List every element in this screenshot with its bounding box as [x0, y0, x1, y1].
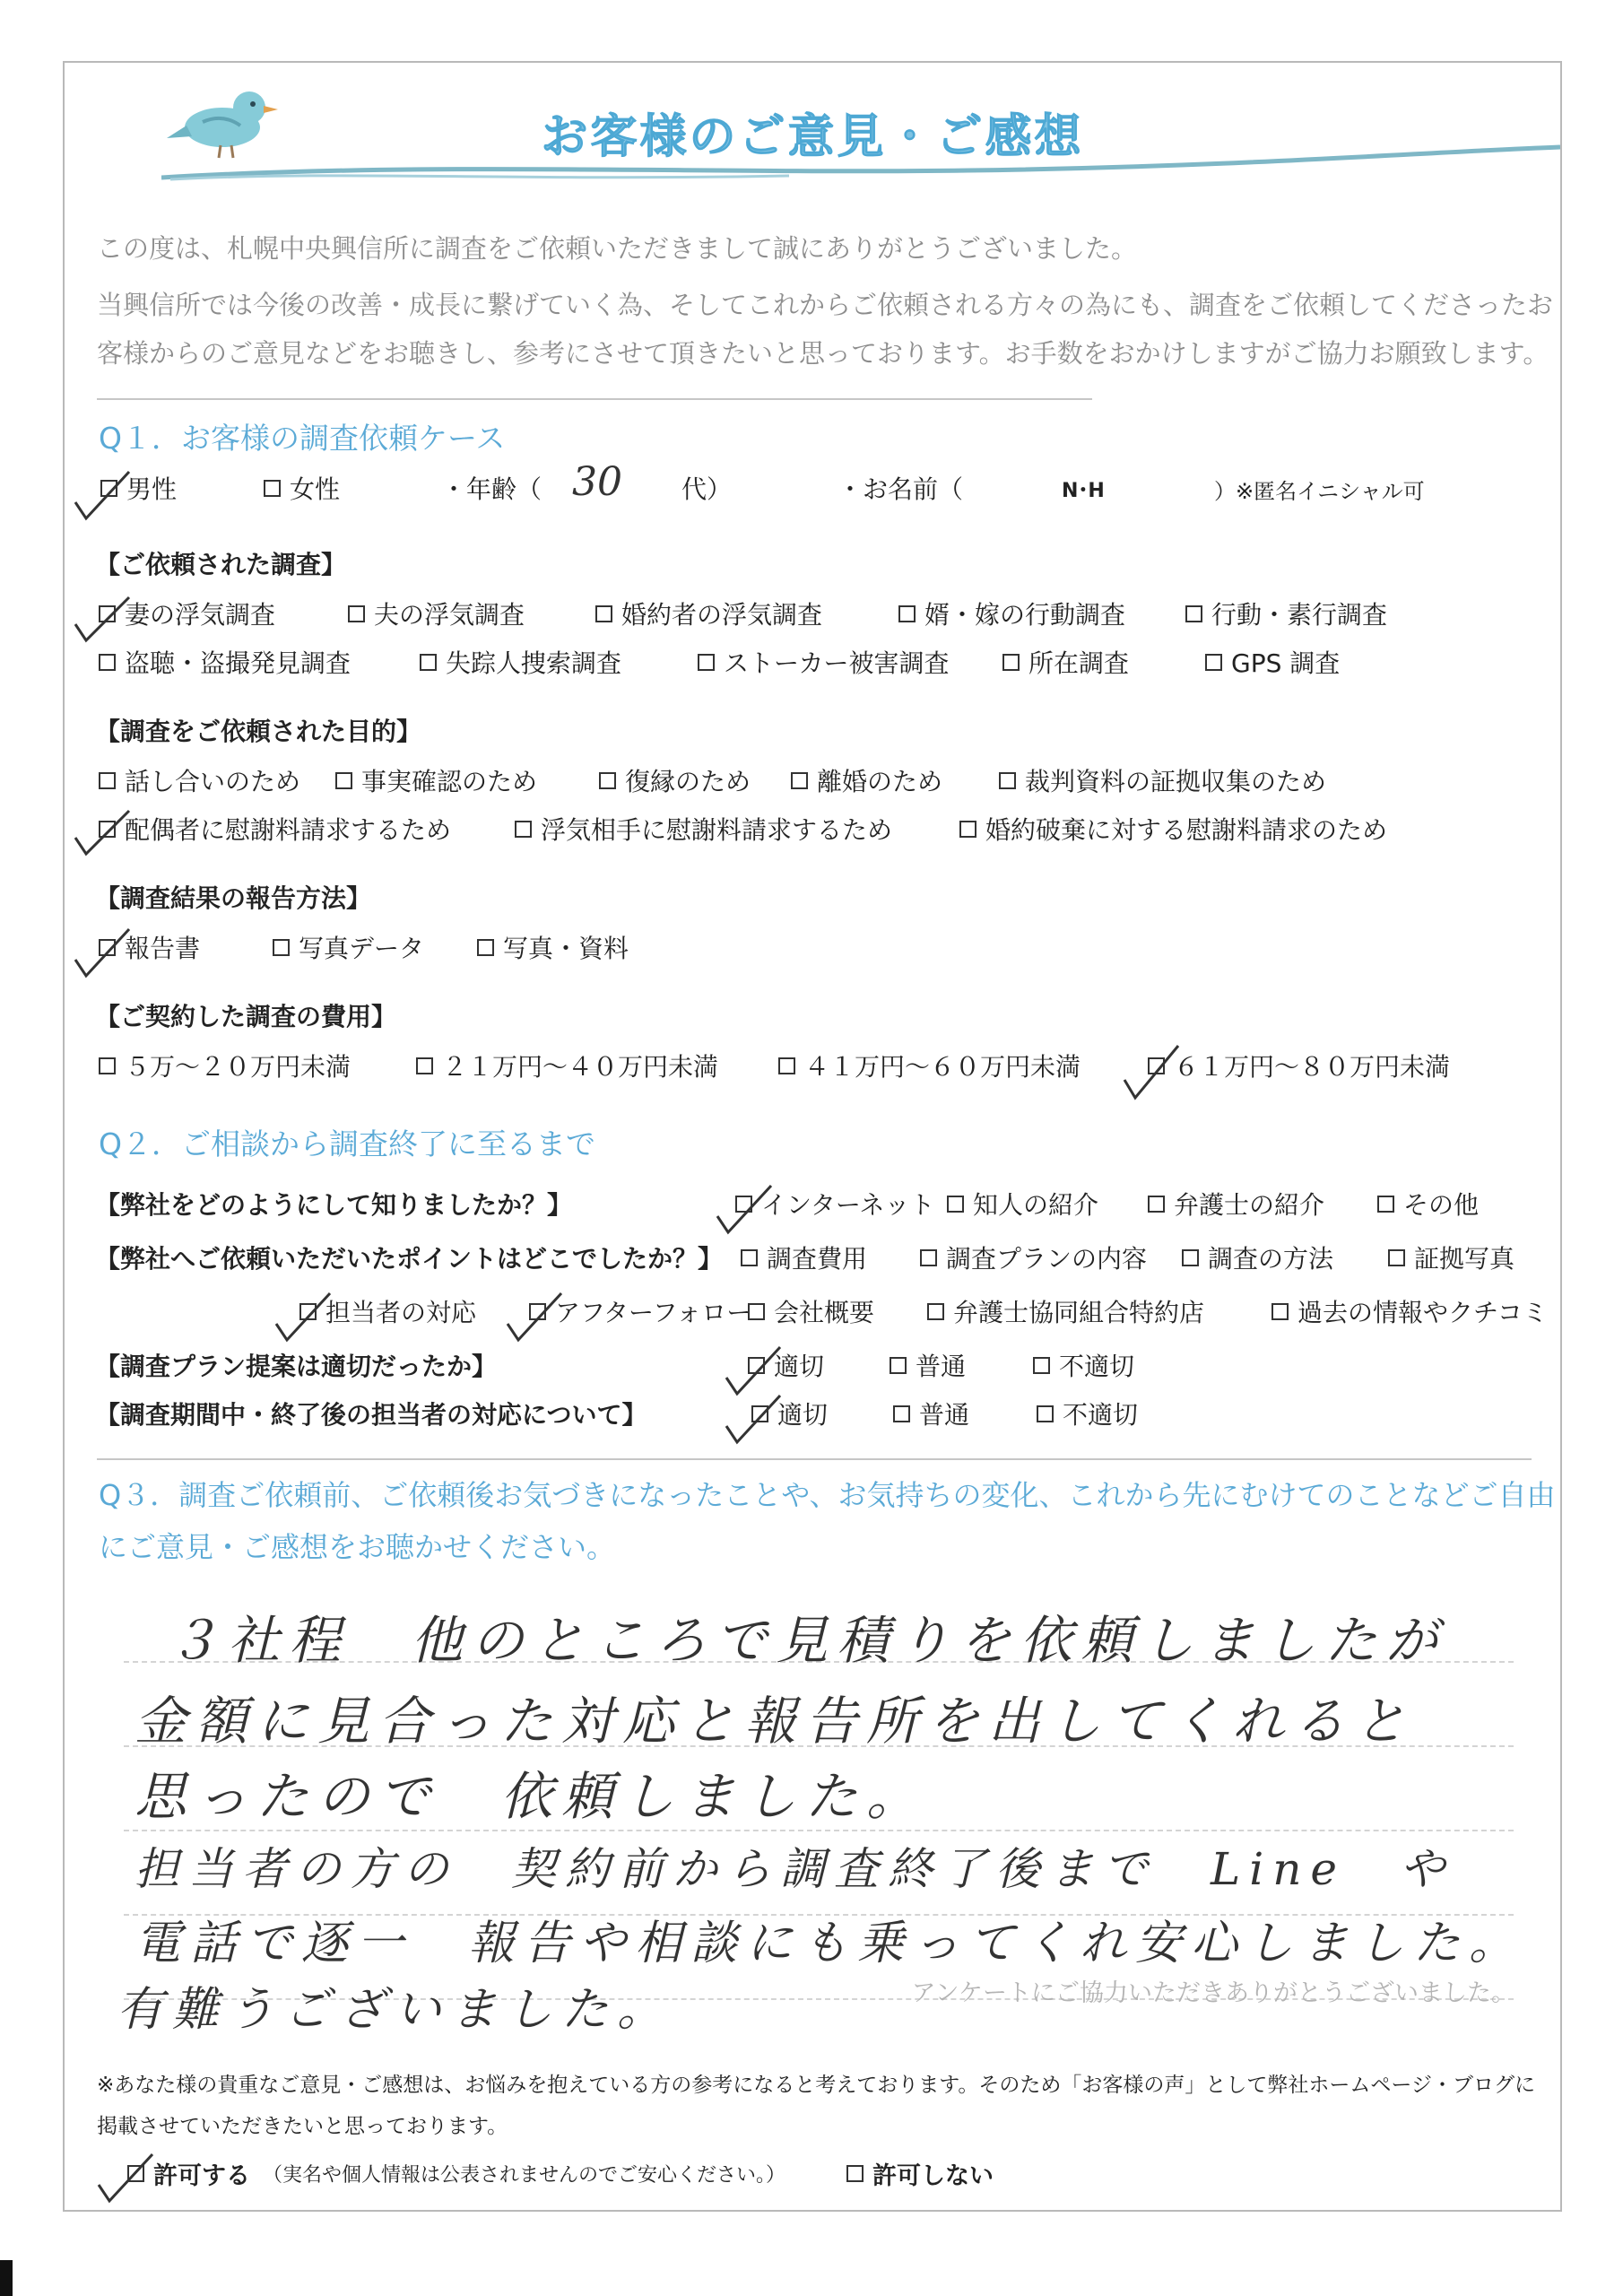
- option-label: 証拠写真: [1414, 1244, 1515, 1274]
- q1-basic-row: [97, 459, 1567, 506]
- checkmark-icon: [504, 1288, 567, 1345]
- checkbox-point-plan[interactable]: [920, 1239, 1147, 1275]
- checkbox-missing-person[interactable]: [420, 644, 621, 680]
- checkbox-permit[interactable]: [127, 2156, 785, 2191]
- option-label: ５万～２０万円未満: [125, 1052, 352, 1082]
- option-label: 弁護士の紹介: [1174, 1190, 1325, 1220]
- divider: [97, 398, 1092, 400]
- requested-row-2: [97, 644, 1567, 680]
- radio-staff-inappropriate[interactable]: [1037, 1396, 1138, 1431]
- checkbox-point-method[interactable]: [1182, 1239, 1333, 1275]
- plan-heading: 【調査プラン提案は適切だったか】: [95, 1352, 498, 1381]
- how-heading: 【弊社をどのようにして知りましたか？】: [95, 1190, 573, 1220]
- female-label: 女性: [290, 474, 341, 504]
- option-label: 浮気相手に慰謝料請求するため: [541, 815, 893, 845]
- checkbox-photo-data[interactable]: [273, 929, 424, 965]
- option-label: GPS 調査: [1231, 648, 1341, 678]
- checkmark-icon: [72, 466, 135, 524]
- checkbox-claim-engagement[interactable]: [959, 811, 1387, 847]
- checkbox-conduct[interactable]: [1185, 596, 1387, 631]
- intro-line-3: 客様からのご意見などをお聴きし、参考にさせて頂きたいと思っております。お手数をおかけしますがご協力お願致します。: [97, 338, 1549, 369]
- answer-line-1: ３社程 他のところで見積りを依頼しましたが: [167, 1610, 1447, 1671]
- checkbox-gps[interactable]: [1205, 644, 1340, 680]
- option-label: 写真・資料: [503, 934, 629, 963]
- option-label: 過去の情報やクチコミ: [1298, 1298, 1548, 1327]
- answer-line-6: 有難うございました。: [117, 1983, 673, 2037]
- page-title: お客様のご意見・ご感想: [541, 110, 1084, 164]
- staff-heading: 【調査期間中・終了後の担当者の対応について】: [95, 1400, 647, 1430]
- checkbox-other[interactable]: [1377, 1186, 1479, 1222]
- q1-heading: Q１．お客様の調査依頼ケース: [99, 421, 506, 456]
- checkbox-bug-detection[interactable]: [99, 644, 351, 680]
- option-label: 配偶者に慰謝料請求するため: [125, 815, 452, 845]
- q3-heading-line-1: Q３．調査ご依頼前、ご依頼後お気づきになったことや、お気持ちの変化、これから先にむけてのことなどご自由: [99, 1478, 1556, 1512]
- checkmark-icon: [72, 592, 135, 646]
- option-label: 普通: [916, 1352, 967, 1381]
- checkbox-point-reviews[interactable]: [1271, 1293, 1548, 1329]
- option-label: 裁判資料の証拠収集のため: [1025, 767, 1327, 796]
- option-label: 婚約破棄に対する慰謝料請求のため: [985, 815, 1388, 845]
- point-row-1: [741, 1239, 1623, 1275]
- option-label: 調査費用: [767, 1244, 868, 1274]
- option-label: ストーカー被害調査: [724, 648, 950, 678]
- age-suffix: 代）: [681, 474, 733, 504]
- checkbox-cost-5-20[interactable]: [99, 1048, 351, 1083]
- report-heading: 【調査結果の報告方法】: [95, 883, 372, 913]
- q3-heading-line-2: にご意見・ご感想をお聴かせください。: [99, 1530, 616, 1564]
- name-suffix: ）※匿名イニシャル可: [1214, 479, 1425, 504]
- option-label: 適切: [774, 1352, 825, 1381]
- checkbox-cost-41-60[interactable]: [778, 1048, 1081, 1083]
- how-row: [735, 1186, 1623, 1222]
- name-value: N･H: [1062, 480, 1105, 502]
- checkbox-cost-61-80[interactable]: [1148, 1048, 1450, 1083]
- checkbox-location[interactable]: [1002, 644, 1129, 680]
- point-heading: 【弊社へご依頼いただいたポイントはどこでしたか？】: [95, 1244, 724, 1274]
- option-label: 調査プランの内容: [946, 1244, 1148, 1274]
- checkbox-stalker[interactable]: [698, 644, 949, 680]
- checkbox-fiance-cheating[interactable]: [595, 596, 822, 631]
- option-label: 適切: [777, 1400, 829, 1430]
- option-label: アフターフォロー: [555, 1298, 752, 1327]
- intro-line-2: 当興信所では今後の改善・成長に繋げていく為、そしてこれからご依頼される方々の為にも、調査をご依頼してくださったお: [97, 290, 1554, 320]
- scan-edge-mark: [0, 2260, 13, 2296]
- deny-label: 許可しない: [872, 2162, 994, 2190]
- requested-heading: 【ご依頼された調査】: [95, 550, 347, 579]
- checkmark-icon: [273, 1288, 335, 1345]
- option-label: 所在調査: [1028, 648, 1130, 678]
- checkbox-husband-cheating[interactable]: [348, 596, 525, 631]
- checkbox-deny[interactable]: [846, 2156, 994, 2191]
- option-label: 報告書: [125, 934, 201, 963]
- radio-plan-normal[interactable]: [890, 1347, 966, 1383]
- checkbox-point-cost[interactable]: [741, 1239, 867, 1275]
- checkmark-icon: [723, 1390, 785, 1448]
- purpose-row-1: [97, 762, 1567, 798]
- checkbox-cost-21-40[interactable]: [416, 1048, 718, 1083]
- checkbox-inlaw-behavior[interactable]: [898, 596, 1125, 631]
- option-label: 普通: [919, 1400, 970, 1430]
- option-label: ２１万円～４０万円未満: [442, 1052, 719, 1082]
- requested-row-1: [97, 596, 1567, 631]
- option-label: 行動・素行調査: [1211, 600, 1388, 630]
- option-label: インターネット: [761, 1190, 935, 1220]
- checkmark-icon: [72, 805, 135, 859]
- checkbox-photo-material[interactable]: [477, 929, 629, 965]
- answer-line-5: 電話で逐一 報告や相談にも乗ってくれ安心しました。: [135, 1917, 1525, 1970]
- option-label: 婚約者の浮気調査: [621, 600, 823, 630]
- option-label: その他: [1403, 1190, 1480, 1220]
- plan-row: [748, 1347, 1623, 1383]
- staff-row: [751, 1396, 1623, 1431]
- divider: [97, 1458, 1532, 1460]
- option-label: 離婚のため: [817, 767, 943, 796]
- option-label: 婿・嫁の行動調査: [924, 600, 1126, 630]
- checkbox-point-photo[interactable]: [1388, 1239, 1515, 1275]
- radio-staff-normal[interactable]: [893, 1396, 969, 1431]
- checkbox-lawyer-referral[interactable]: [1148, 1186, 1324, 1222]
- age-label: ・年齢（: [441, 474, 542, 504]
- option-label: 担当者の対応: [325, 1298, 477, 1327]
- checkbox-divorce[interactable]: [791, 762, 942, 798]
- radio-plan-inappropriate[interactable]: [1033, 1347, 1134, 1383]
- checkbox-court-evidence[interactable]: [999, 762, 1326, 798]
- checkbox-fact-check[interactable]: [335, 762, 537, 798]
- option-label: 失踪人捜索調査: [446, 648, 622, 678]
- checkbox-discussion[interactable]: [99, 762, 300, 798]
- checkbox-claim-partner[interactable]: [515, 811, 892, 847]
- publish-note-line-1: ※あなた様の貴重なご意見・ご感想は、お悩みを抱えている方の参考になると考えております。そのため「お客様の声」として弊社ホームページ・ブログに: [97, 2074, 1535, 2097]
- purpose-heading: 【調査をご依頼された目的】: [95, 717, 422, 746]
- report-row: [97, 929, 1567, 965]
- checkbox-point-company[interactable]: [748, 1293, 874, 1329]
- intro-line-1: この度は、札幌中央興信所に調査をご依頼いただきまして誠にありがとうございました。: [97, 233, 1138, 264]
- publish-note-line-2: 掲載させていただきたいと思っております。: [97, 2115, 508, 2138]
- option-label: 知人の紹介: [973, 1190, 1099, 1220]
- option-label: 写真データ: [299, 934, 425, 963]
- option-label: 調査の方法: [1208, 1244, 1334, 1274]
- thanks-message: アンケートにご協力いただきありがとうございました。: [911, 1979, 1515, 2007]
- answer-line-4: 担当者の方の 契約前から調査終了後まで Line や: [135, 1843, 1454, 1895]
- option-label: 不適切: [1063, 1400, 1139, 1430]
- option-label: 話し合いのため: [125, 767, 301, 796]
- checkbox-point-lawyer-union[interactable]: [927, 1293, 1204, 1329]
- checkmark-icon: [72, 924, 135, 981]
- checkmark-icon: [714, 1180, 777, 1238]
- cost-row: [97, 1048, 1567, 1083]
- option-label: 復縁のため: [625, 767, 751, 796]
- ruled-line: [124, 1830, 1514, 1831]
- option-label: 弁護士協同組合特約店: [953, 1298, 1205, 1327]
- checkmark-icon: [1121, 1040, 1184, 1103]
- permit-note: （実名や個人情報は公表されませんのでご安心ください。）: [263, 2164, 786, 2187]
- point-row-2: [299, 1293, 1623, 1329]
- option-label: ４１万円～６０万円未満: [804, 1052, 1081, 1082]
- age-value: 30: [572, 459, 622, 505]
- checkbox-acquaintance[interactable]: [947, 1186, 1098, 1222]
- checkmark-icon: [95, 2149, 158, 2206]
- option-label: 会社概要: [774, 1298, 875, 1327]
- option-label: 盗聴・盗撮発見調査: [125, 648, 352, 678]
- option-label: ６１万円～８０万円未満: [1174, 1052, 1451, 1082]
- purpose-row-2: [97, 811, 1567, 847]
- checkbox-reconcile[interactable]: [599, 762, 751, 798]
- option-label: 夫の浮気調査: [374, 600, 525, 630]
- name-label: ・お名前（: [838, 474, 964, 504]
- cost-heading: 【ご契約した調査の費用】: [95, 1002, 397, 1031]
- permit-label: 許可する: [153, 2162, 250, 2190]
- option-label: 事実確認のため: [361, 767, 538, 796]
- header: [63, 81, 1562, 179]
- answer-line-2: 金額に見合った対応と報告所を出してくれると: [135, 1691, 1416, 1752]
- checkbox-claim-spouse[interactable]: [99, 811, 451, 847]
- q2-heading: Q２．ご相談から調査終了に至るまで: [99, 1126, 595, 1161]
- option-label: 妻の浮気調査: [125, 600, 276, 630]
- checkbox-female[interactable]: [264, 470, 340, 506]
- option-label: 不適切: [1059, 1352, 1135, 1381]
- answer-line-3: 思ったので 依頼しました。: [135, 1766, 928, 1827]
- male-label: 男性: [126, 474, 178, 504]
